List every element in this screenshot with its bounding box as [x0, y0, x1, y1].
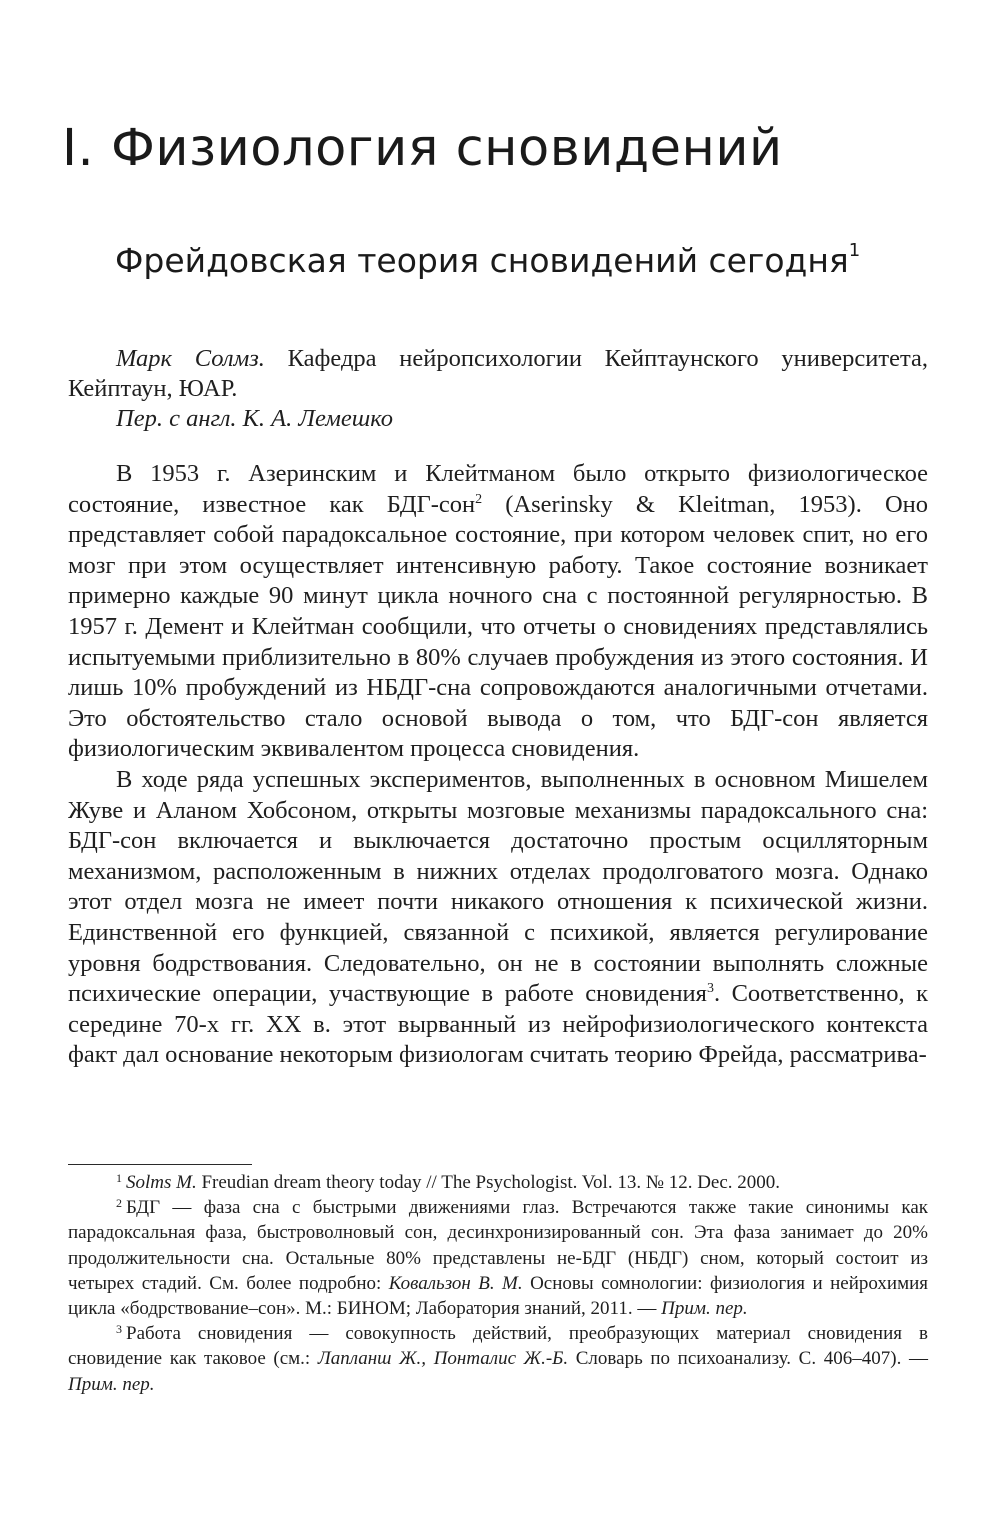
footnote-2-text-b: Основы сомнологии: физиология и нейрохимия цикла «бодрствование–сон». М.: БИНОМ; Лаборатория знаний, 2011. —: [68, 1272, 928, 1320]
paragraph-1-part-b: (Aserinsky & Kleitman, 1953). Оно представляет собой парадоксальное состояние, при котором человек спит, но его мозг при этом осуществляет интенсивную работу. Такое состояние возникает примерно каждые 90 минут цикла ночного сна с постоянной регулярностью. В 1957 г. Демент и Клейтман сообщили, что отчеты о сновидениях представлялись испытуемыми приблизительно в 80% случаев пробуждения из этого состояния. И лишь 10% пробуждений из НБДГ-сна сопровождаются аналогичными отчетами. Это обстоятельство стало основой вывода о том, что БДГ-сон является физиологическим эквивалентом процесса сновидения.: [68, 490, 928, 763]
footnote-3-author: Лапланш Ж., Понталис Ж.-Б.: [317, 1348, 569, 1370]
paragraph-1: [68, 459, 928, 765]
footnote-ref-3[interactable]: 3: [706, 981, 714, 997]
chapter-title: I. Физиология сновидений: [62, 119, 783, 178]
footnote-2-author: Ковальзон В. М.: [388, 1272, 523, 1294]
footnote-3: [68, 1321, 928, 1397]
footnote-1-text: Freudian dream theory today // The Psychologist. Vol. 13. № 12. Dec. 2000.: [196, 1172, 781, 1193]
footnote-ref-1[interactable]: 1: [848, 240, 861, 261]
main-text: [68, 459, 928, 1071]
author-block: [68, 344, 928, 434]
footnote-2-text-a: БДГ — фаза сна с быстрыми движениями глаз. Встречаются также такие синонимы как парадоксальная фаза, быстроволновый сон, десинхронизированный сон. Эта фаза занимает до 20% продолжительности сна. Остальные 80% представлены не-БДГ (НБДГ) сном, который состоит из четырех стадий. См. более подробно:: [68, 1197, 928, 1294]
author-line: [68, 344, 928, 404]
author-affiliation: Кафедра нейропсихологии Кейптаунского университета, Кейптаун, ЮАР.: [68, 345, 928, 402]
footnote-3-number: 3: [116, 1322, 122, 1337]
paragraph-2: [68, 765, 928, 1071]
footnote-2: [68, 1195, 928, 1321]
translator-line: Пер. с англ. К. А. Лемешко: [116, 405, 394, 432]
footnote-3-text-a: Работа сновидения — совокупность действий, преобразующих материал сновидения в сновидение как таковое (см.:: [68, 1323, 928, 1370]
footnote-ref-2[interactable]: 2: [475, 491, 483, 507]
footnote-divider: [68, 1164, 252, 1165]
footnote-3-text-b: Словарь по психоанализу. С. 406–407). —: [568, 1348, 928, 1370]
paragraph-2-part-a: В ходе ряда успешных экспериментов, выполненных в основном Мишелем Жуве и Аланом Хобсоном, открыты мозговые механизмы парадоксального сна: БДГ-сон включается и выключается достаточно простым осцилляторным механизмом, расположенным в нижних отделах продолговатого мозга. Однако этот отдел мозга не имеет почти никакого отношения к психической жизни. Единственной его функцией, связанной с психикой, является регулирование уровня бодрствования. Следовательно, он не в состоянии выполнять сложные психические операции, участвующие в работе сновидения: [68, 765, 928, 1008]
footnote-2-number: 2: [116, 1196, 122, 1211]
footnote-3-note: Прим. пер.: [68, 1373, 155, 1395]
footnote-1: [68, 1170, 928, 1195]
paragraph-1-part-a: В 1953 г. Азеринским и Клейтманом было открыто физиологическое состояние, известное как БДГ-сон: [68, 460, 928, 518]
author-name: Марк Солмз.: [116, 345, 265, 372]
footnote-2-note: Прим. пер.: [661, 1298, 748, 1320]
article-title-text: Фрейдовская теория сновидений сегодня: [115, 241, 849, 280]
footnotes: [68, 1170, 928, 1397]
article-title: [115, 240, 860, 281]
paragraph-2-part-b: . Соответственно, к середине 70-х гг. XX в. этот вырванный из нейрофизиологического контекста факт дал основание некоторым физиологам считать теорию Фрейда, рассматрива-: [68, 980, 928, 1069]
footnote-1-author: Solms M.: [126, 1172, 197, 1193]
footnote-1-number: 1: [116, 1171, 122, 1185]
